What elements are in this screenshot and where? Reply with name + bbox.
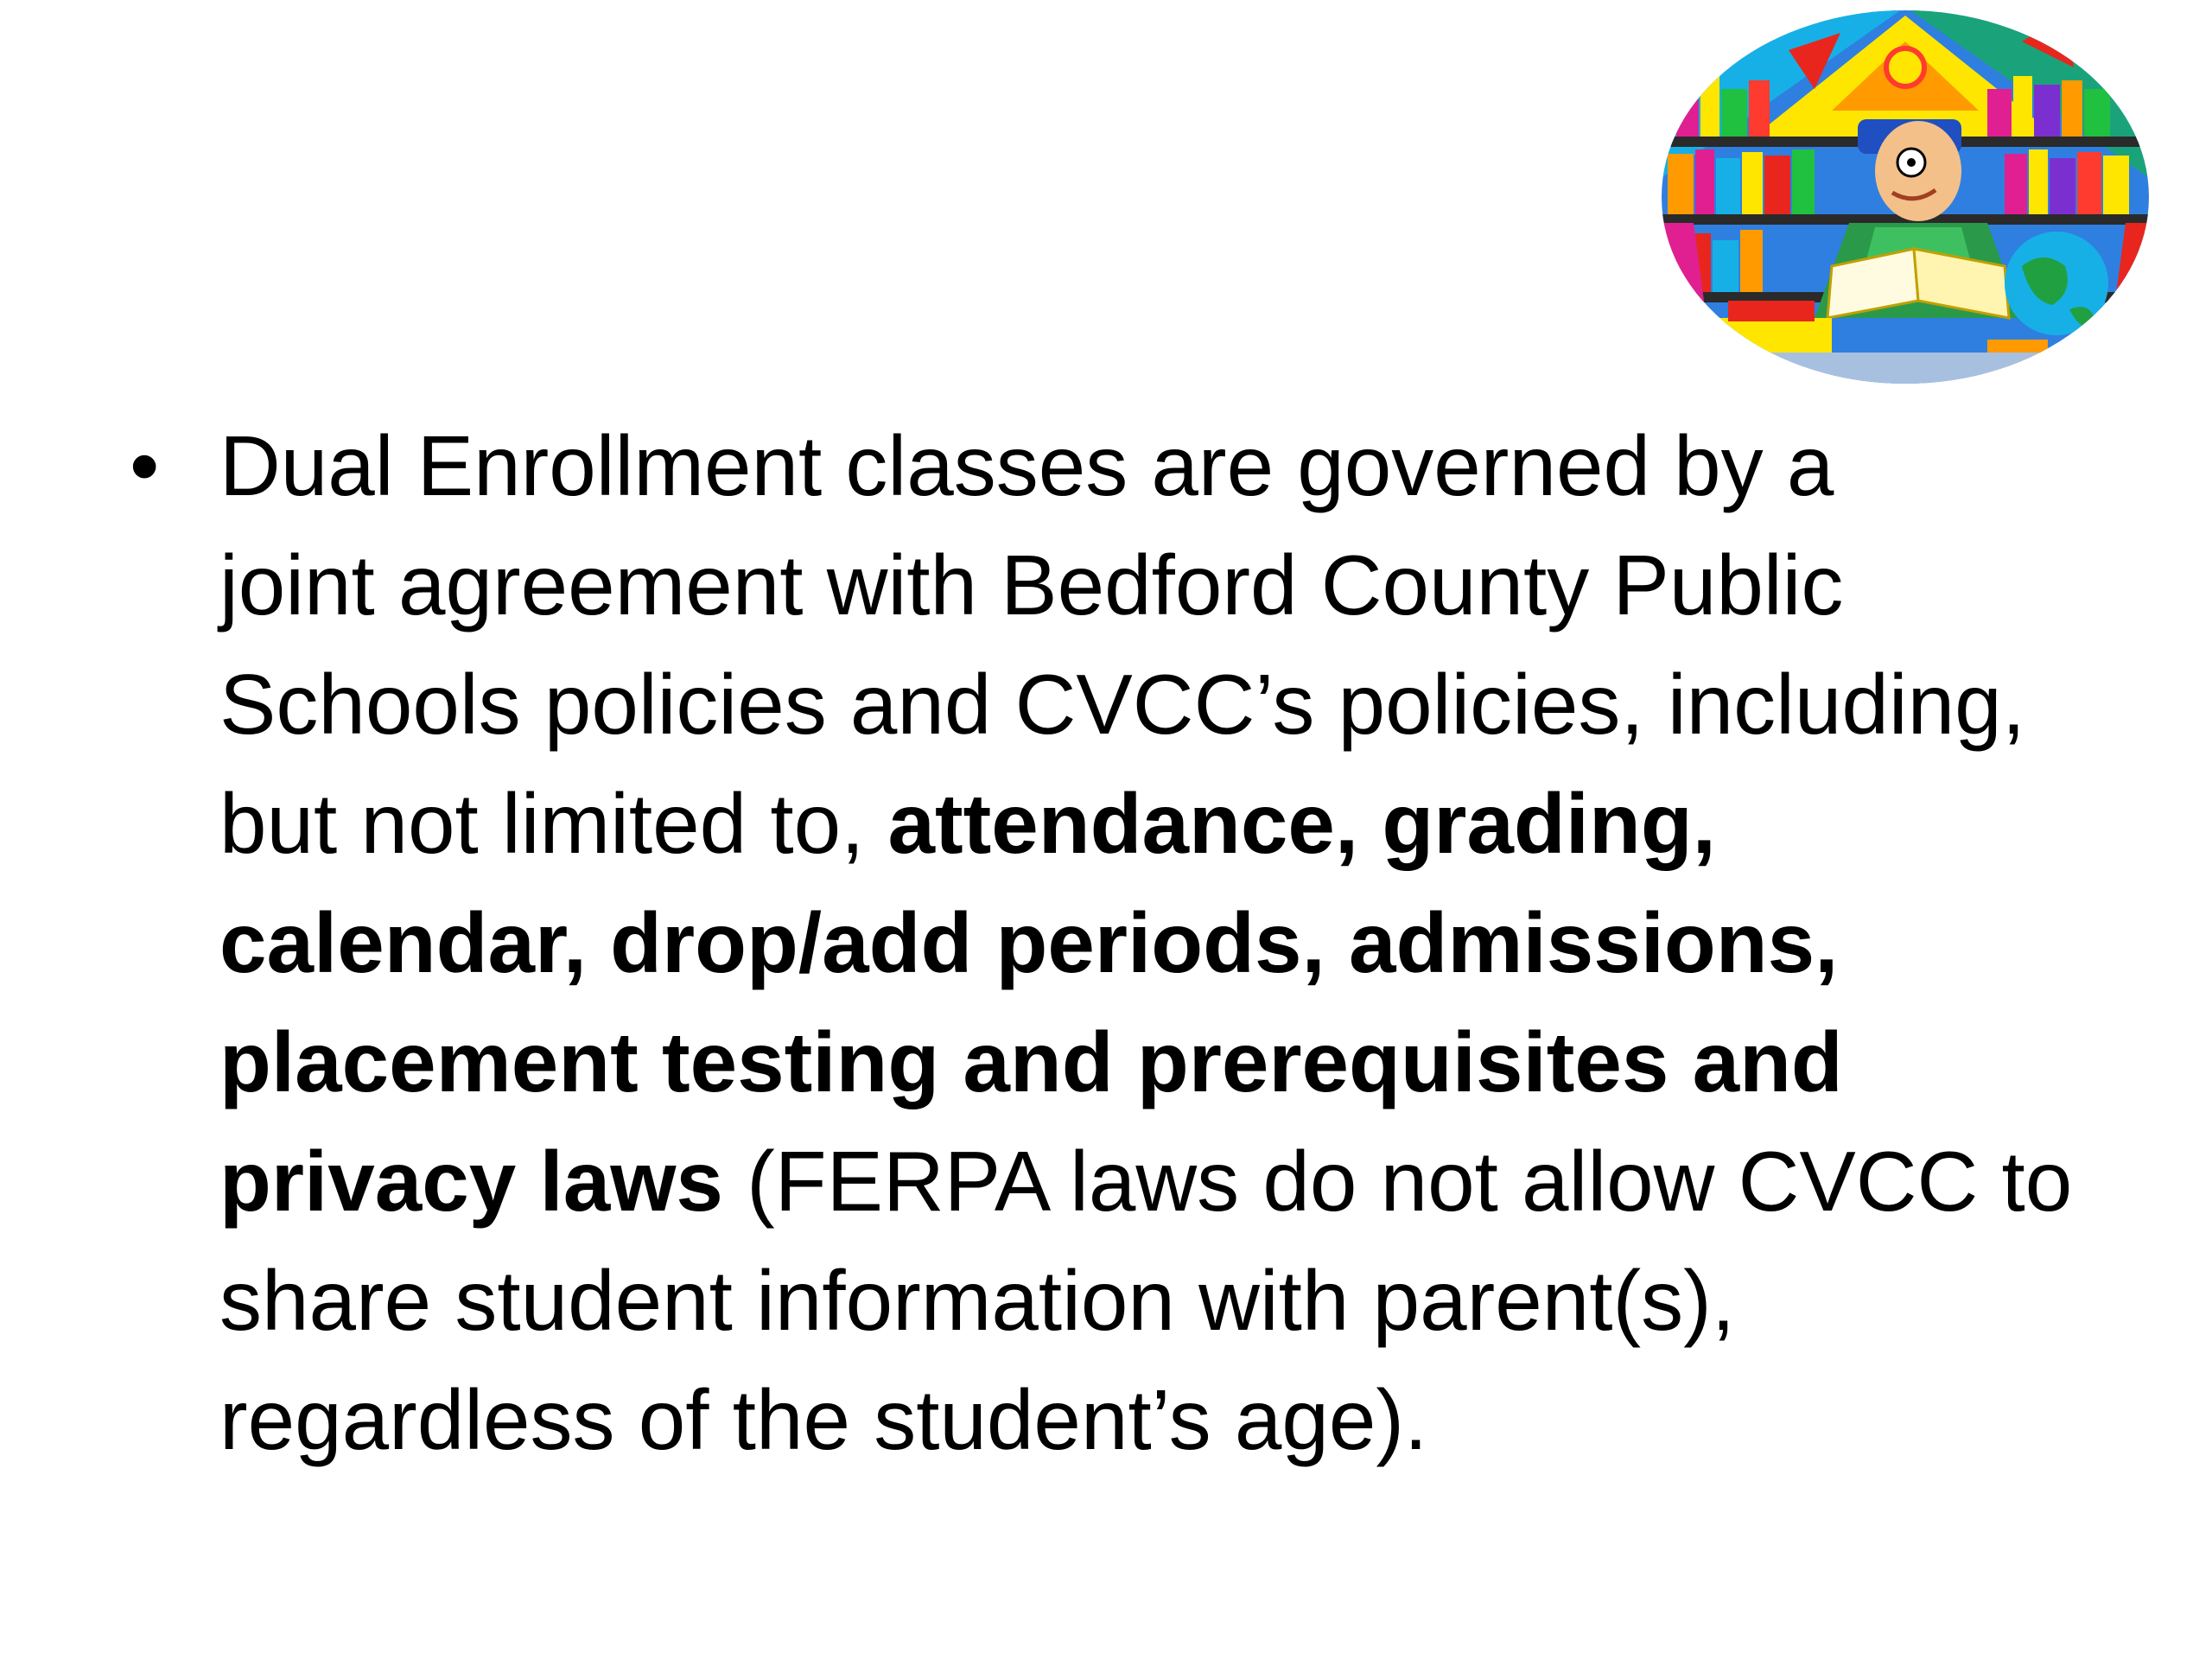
line-3-text: Schools policies and CVCC’s policies, including, bbox=[219, 657, 2025, 752]
text-line-7 bbox=[219, 1122, 2117, 1241]
line-4-bold-text: attendance, grading, bbox=[887, 776, 1716, 871]
line-1-text: Dual Enrollment classes are governed by a bbox=[219, 418, 1834, 513]
text-line-1 bbox=[219, 406, 2117, 525]
text-line-9 bbox=[219, 1360, 2117, 1479]
line-7-text: (FERPA laws do not allow CVCC to bbox=[722, 1134, 2073, 1229]
slide-body bbox=[130, 406, 2117, 1479]
bullet-item bbox=[130, 406, 2117, 1479]
line-9-text: regardless of the student’s age). bbox=[219, 1372, 1428, 1467]
text-line-2 bbox=[219, 525, 2117, 645]
library-reader-clipart-icon bbox=[1659, 7, 2152, 387]
bullet-dot: • bbox=[130, 418, 160, 513]
text-line-8 bbox=[219, 1241, 2117, 1360]
line-7-bold-text: privacy laws bbox=[219, 1134, 723, 1229]
line-8-text: share student information with parent(s), bbox=[219, 1253, 1735, 1348]
text-line-5 bbox=[219, 883, 2117, 1002]
line-4-text: but not limited to, bbox=[219, 776, 888, 871]
text-line-3 bbox=[219, 645, 2117, 764]
text-line-4 bbox=[219, 764, 2117, 883]
text-line-6 bbox=[219, 1002, 2117, 1122]
line-6-bold-text: placement testing and prerequisites and bbox=[219, 1014, 1843, 1109]
line-5-bold-text: calendar, drop/add periods, admissions, bbox=[219, 895, 1839, 990]
line-2-text: joint agreement with Bedford County Public bbox=[219, 537, 1844, 632]
